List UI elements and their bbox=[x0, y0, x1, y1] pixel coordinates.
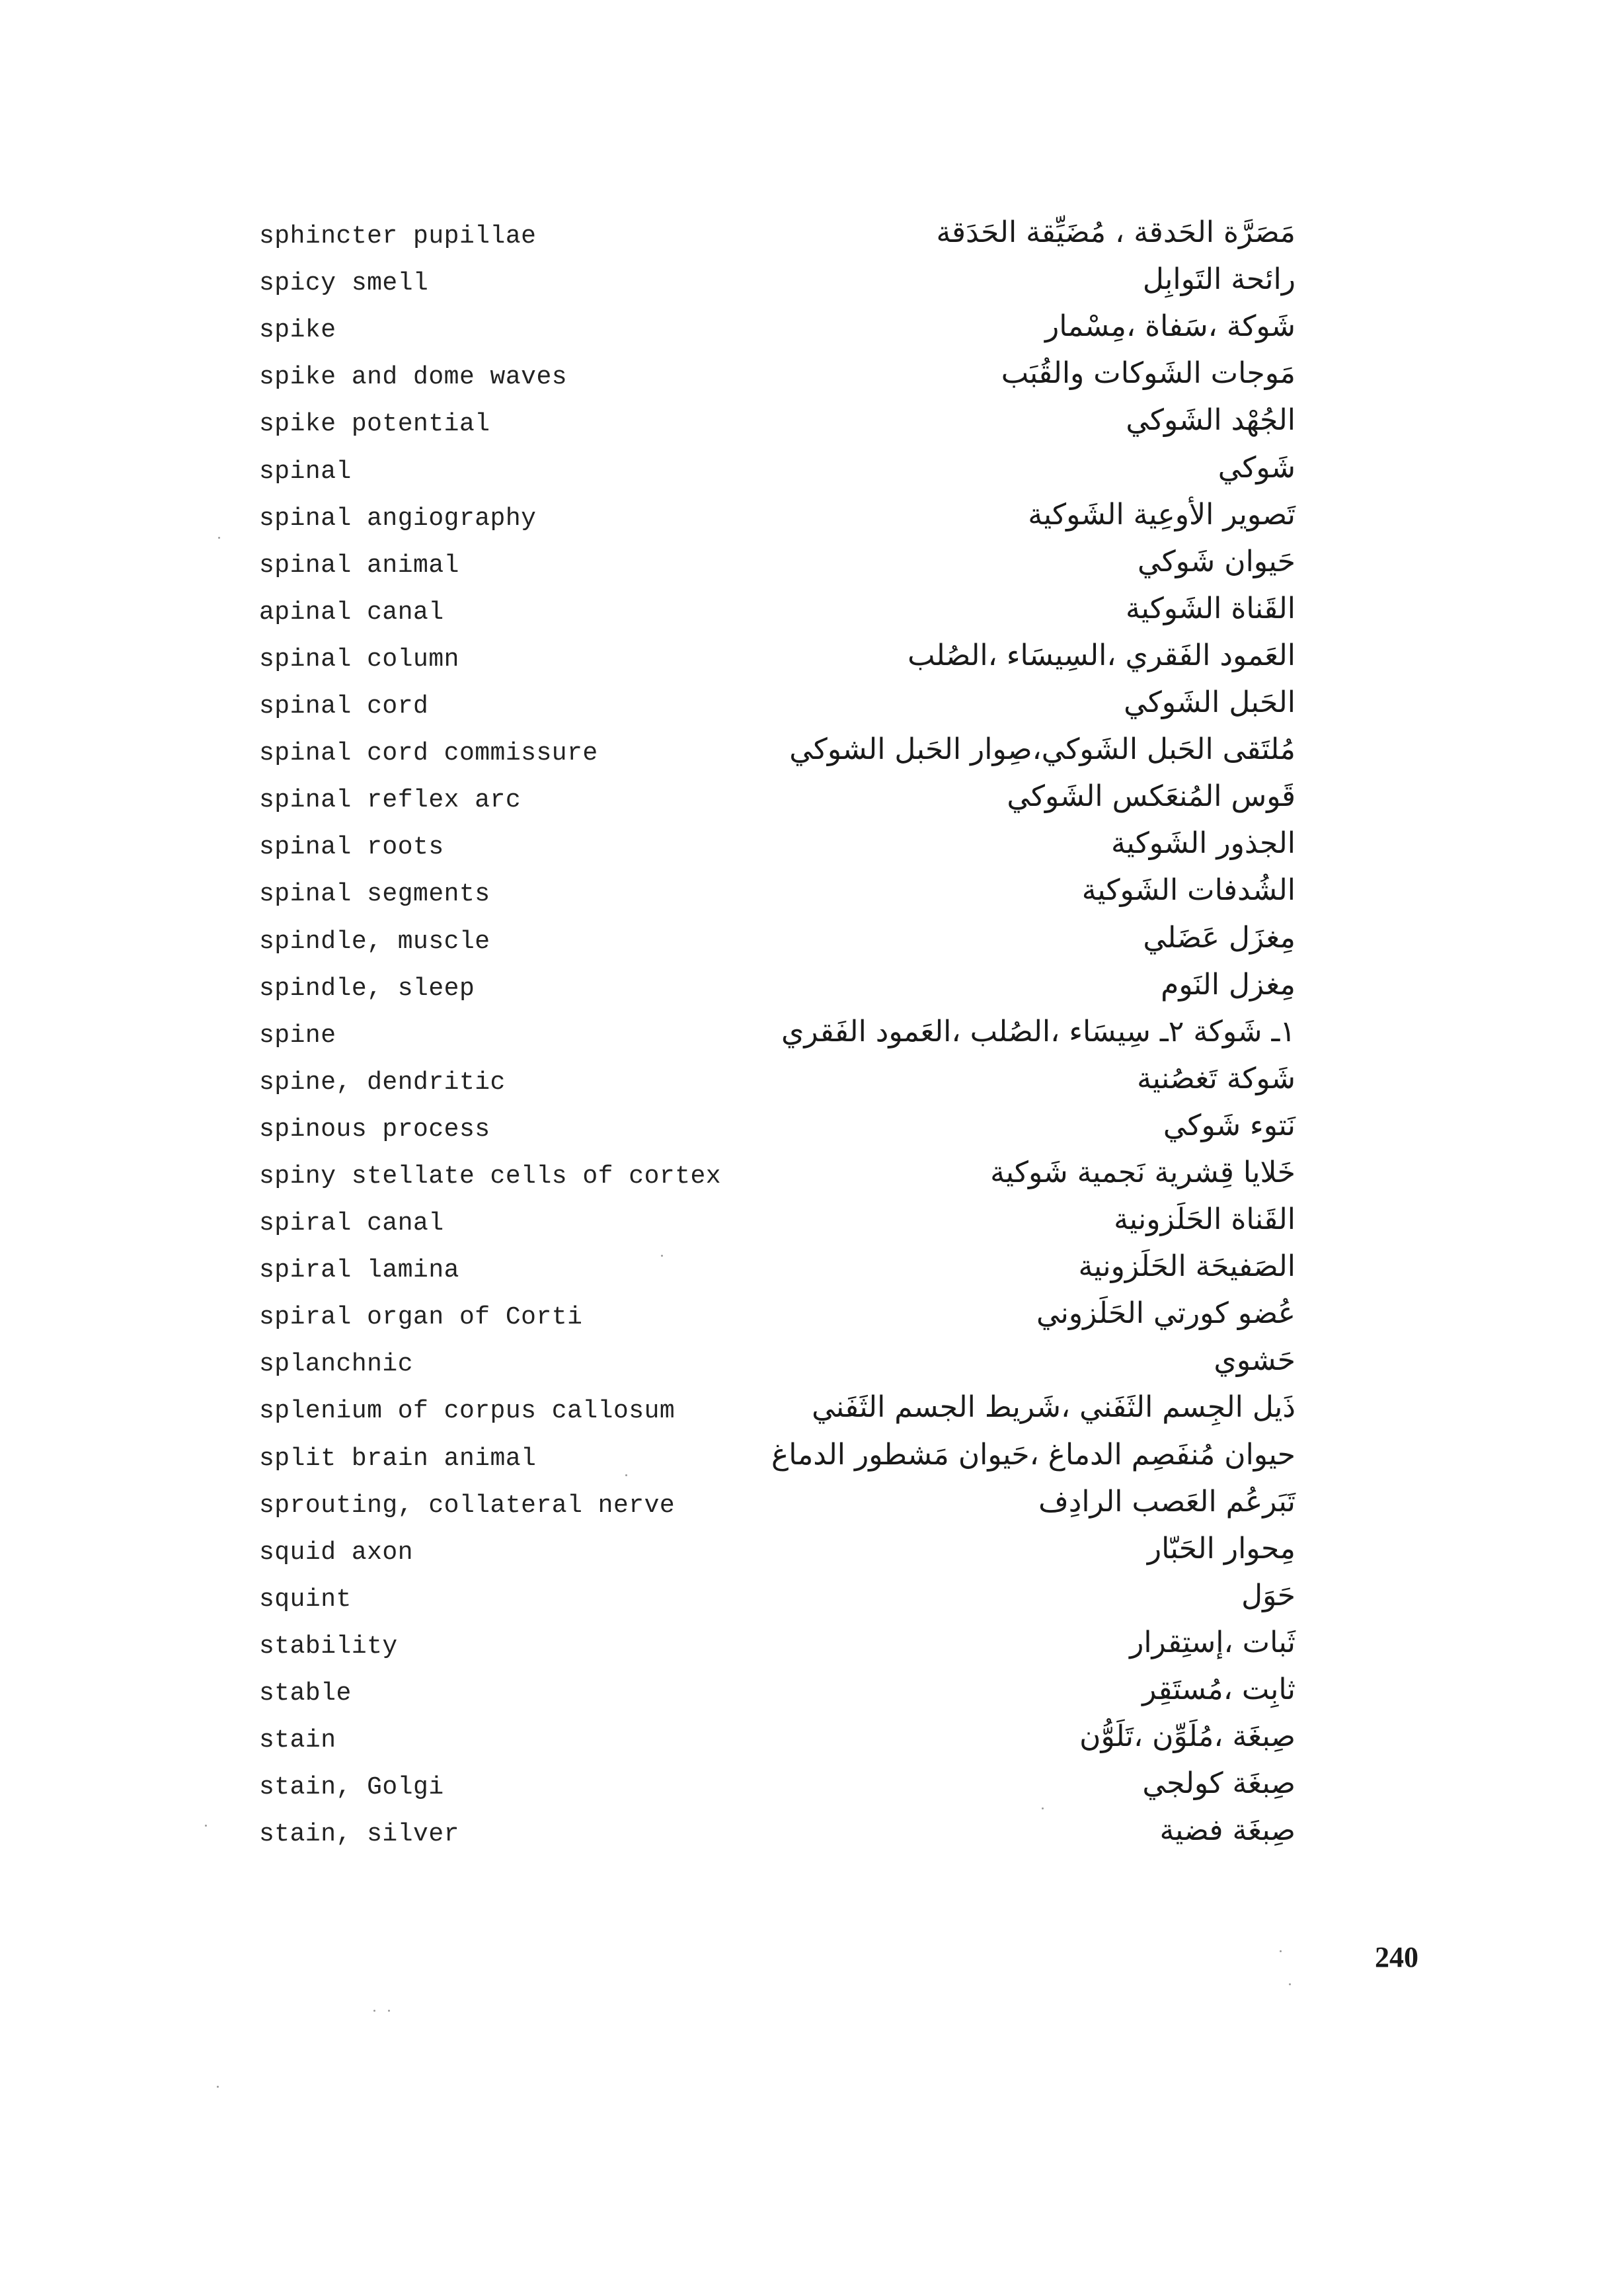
english-term: spine, dendritic bbox=[259, 1068, 506, 1097]
glossary-entry bbox=[251, 963, 1295, 1009]
glossary-entry bbox=[251, 1480, 1295, 1526]
arabic-translation: قَوس المُنعَكس الشَوكي bbox=[1007, 779, 1295, 814]
arabic-translation: نَتوء شَوكي bbox=[1163, 1108, 1295, 1142]
glossary-entry bbox=[251, 398, 1295, 445]
arabic-translation: الصَفيحَة الحَلَزونية bbox=[1078, 1249, 1295, 1284]
arabic-translation: ثَبات ،إستِقرار bbox=[1130, 1625, 1295, 1659]
arabic-translation: شَوكة ،سَفاة ،مِسْمار bbox=[1044, 309, 1295, 344]
glossary-entry bbox=[251, 1667, 1295, 1714]
glossary-entry bbox=[251, 868, 1295, 915]
glossary-entry bbox=[251, 539, 1295, 586]
glossary-entry bbox=[251, 1385, 1295, 1432]
glossary-entry bbox=[251, 727, 1295, 774]
english-term: spike potential bbox=[259, 410, 490, 439]
scan-speck bbox=[625, 1474, 627, 1476]
english-term: spinal column bbox=[259, 645, 459, 674]
english-term: spinal cord bbox=[259, 692, 429, 721]
english-term: split brain animal bbox=[259, 1444, 537, 1473]
glossary-entry bbox=[251, 1761, 1295, 1808]
arabic-translation: ١ـ شَوكة ٢ـ سِيسَاء ،الصُلب ،العَمود الفَقري bbox=[781, 1014, 1295, 1049]
glossary-entry bbox=[251, 304, 1295, 351]
arabic-translation: الشُدفات الشَوكية bbox=[1081, 873, 1295, 908]
english-term: stable bbox=[259, 1679, 352, 1708]
english-term: spinal bbox=[259, 457, 352, 486]
glossary-entry bbox=[251, 1714, 1295, 1761]
glossary-entry bbox=[251, 351, 1295, 398]
arabic-translation: العَمود الفَقري ،السِيسَاء ،الصُلب bbox=[908, 638, 1295, 672]
glossary-entry bbox=[251, 680, 1295, 727]
arabic-translation: شَوكي bbox=[1218, 450, 1295, 485]
glossary-entry bbox=[251, 821, 1295, 868]
arabic-translation: الجُهْد الشَوكي bbox=[1126, 403, 1295, 438]
arabic-translation: مَوجات الشَوكات والقُبَب bbox=[1001, 356, 1295, 391]
glossary-entry bbox=[251, 1620, 1295, 1667]
glossary-entry bbox=[251, 1432, 1295, 1479]
english-term: spine bbox=[259, 1021, 336, 1050]
english-term: spiral lamina bbox=[259, 1256, 459, 1285]
english-term: squint bbox=[259, 1585, 352, 1614]
scan-speck bbox=[1042, 1807, 1044, 1809]
english-term: splenium of corpus callosum bbox=[259, 1397, 676, 1426]
arabic-translation: مِحوار الحَبّار bbox=[1147, 1531, 1295, 1565]
page-number: 240 bbox=[1375, 1941, 1418, 1973]
english-term: spike and dome waves bbox=[259, 363, 568, 392]
glossary-entry bbox=[251, 1103, 1295, 1150]
glossary-entry bbox=[251, 774, 1295, 821]
english-term: sphincter pupillae bbox=[259, 222, 537, 251]
glossary-entry bbox=[251, 445, 1295, 492]
arabic-translation: مُلتَقى الحَبل الشَوكي،صِوار الحَبل الشوكي bbox=[789, 732, 1295, 767]
arabic-translation: خَلايا قِشرية نَجمية شَوكية bbox=[990, 1155, 1295, 1189]
scan-speck bbox=[373, 2010, 375, 2012]
arabic-translation: عُضو كورتي الحَلَزوني bbox=[1036, 1296, 1295, 1331]
english-term: spindle, muscle bbox=[259, 927, 490, 956]
scan-speck bbox=[1289, 1983, 1291, 1985]
scan-speck bbox=[661, 1255, 663, 1257]
scan-speck bbox=[218, 537, 220, 539]
arabic-translation: ذَيل الجِسم الثَفَني ،شَريط الجسم الثَفَني bbox=[812, 1390, 1295, 1425]
english-term: spinal animal bbox=[259, 551, 459, 580]
arabic-translation: رائحة التَوابِل bbox=[1142, 262, 1295, 297]
arabic-translation: حيوان مُنفَصِم الدماغ ،حَيوان مَشطور الدماغ bbox=[771, 1437, 1295, 1472]
glossary-entry bbox=[251, 1197, 1295, 1244]
arabic-translation: شَوكة تَغصُنية bbox=[1137, 1061, 1295, 1095]
arabic-translation: حَيوان شَوكي bbox=[1138, 544, 1295, 578]
glossary-entry bbox=[251, 915, 1295, 962]
english-term: stability bbox=[259, 1632, 398, 1661]
english-term: apinal canal bbox=[259, 598, 444, 627]
arabic-translation: مِغزل النَوم bbox=[1161, 967, 1295, 1002]
scan-speck bbox=[1280, 1950, 1282, 1952]
scan-speck bbox=[388, 2010, 390, 2012]
arabic-translation: تَصوير الأوعِية الشَوكية bbox=[1028, 497, 1295, 532]
scan-speck bbox=[217, 2086, 219, 2088]
scan-speck bbox=[205, 1825, 207, 1827]
english-term: stain, Golgi bbox=[259, 1773, 444, 1802]
glossary-entry bbox=[251, 210, 1295, 257]
arabic-translation: مِغزَل عَضَلي bbox=[1143, 920, 1295, 955]
glossary-entry bbox=[251, 257, 1295, 304]
english-term: spinal roots bbox=[259, 833, 444, 862]
arabic-translation: مَصَرَّة الحَدقة ، مُضَيِّقة الحَدَقة bbox=[936, 216, 1295, 250]
english-term: spinal reflex arc bbox=[259, 786, 522, 815]
english-term: spiny stellate cells of cortex bbox=[259, 1162, 722, 1191]
arabic-translation: ثابِت ،مُستَقِر bbox=[1142, 1673, 1295, 1706]
arabic-translation: صِبغَة ،مُلَوِّن ،تَلَوُّن bbox=[1079, 1720, 1295, 1754]
arabic-translation: القَناة الشَوكية bbox=[1125, 591, 1295, 625]
glossary-list bbox=[251, 210, 1295, 1855]
glossary-entry bbox=[251, 586, 1295, 633]
glossary-entry bbox=[251, 1150, 1295, 1197]
arabic-translation: صِبغَة كولجي bbox=[1142, 1766, 1295, 1801]
glossary-entry bbox=[251, 493, 1295, 539]
glossary-entry bbox=[251, 1244, 1295, 1291]
english-term: sprouting, collateral nerve bbox=[259, 1491, 676, 1520]
arabic-translation: حَشوي bbox=[1214, 1343, 1295, 1378]
arabic-translation: صِبغَة فضية bbox=[1159, 1813, 1295, 1848]
arabic-translation: تَبَرعُم العَصب الرادِف bbox=[1038, 1484, 1295, 1519]
glossary-entry bbox=[251, 1009, 1295, 1056]
english-term: spike bbox=[259, 316, 336, 345]
english-term: spinal angiography bbox=[259, 504, 537, 533]
arabic-translation: حَوَل bbox=[1241, 1578, 1295, 1612]
english-term: spinal segments bbox=[259, 880, 490, 909]
glossary-entry bbox=[251, 1338, 1295, 1385]
english-term: splanchnic bbox=[259, 1350, 414, 1379]
english-term: spiral canal bbox=[259, 1209, 444, 1238]
arabic-translation: القَناة الحَلَزونية bbox=[1114, 1203, 1295, 1237]
glossary-entry bbox=[251, 1808, 1295, 1855]
english-term: spiral organ of Corti bbox=[259, 1303, 583, 1332]
english-term: stain, silver bbox=[259, 1820, 459, 1849]
glossary-entry bbox=[251, 1291, 1295, 1338]
english-term: spindle, sleep bbox=[259, 974, 475, 1003]
arabic-translation: الحَبل الشَوكي bbox=[1124, 686, 1295, 720]
glossary-entry bbox=[251, 633, 1295, 680]
glossary-entry bbox=[251, 1056, 1295, 1103]
english-term: spinal cord commissure bbox=[259, 739, 598, 768]
english-term: spicy smell bbox=[259, 269, 429, 298]
glossary-entry bbox=[251, 1573, 1295, 1620]
english-term: stain bbox=[259, 1726, 336, 1755]
glossary-entry bbox=[251, 1526, 1295, 1573]
english-term: spinous process bbox=[259, 1115, 490, 1144]
english-term: squid axon bbox=[259, 1538, 414, 1567]
arabic-translation: الجذور الشَوكية bbox=[1110, 826, 1295, 861]
